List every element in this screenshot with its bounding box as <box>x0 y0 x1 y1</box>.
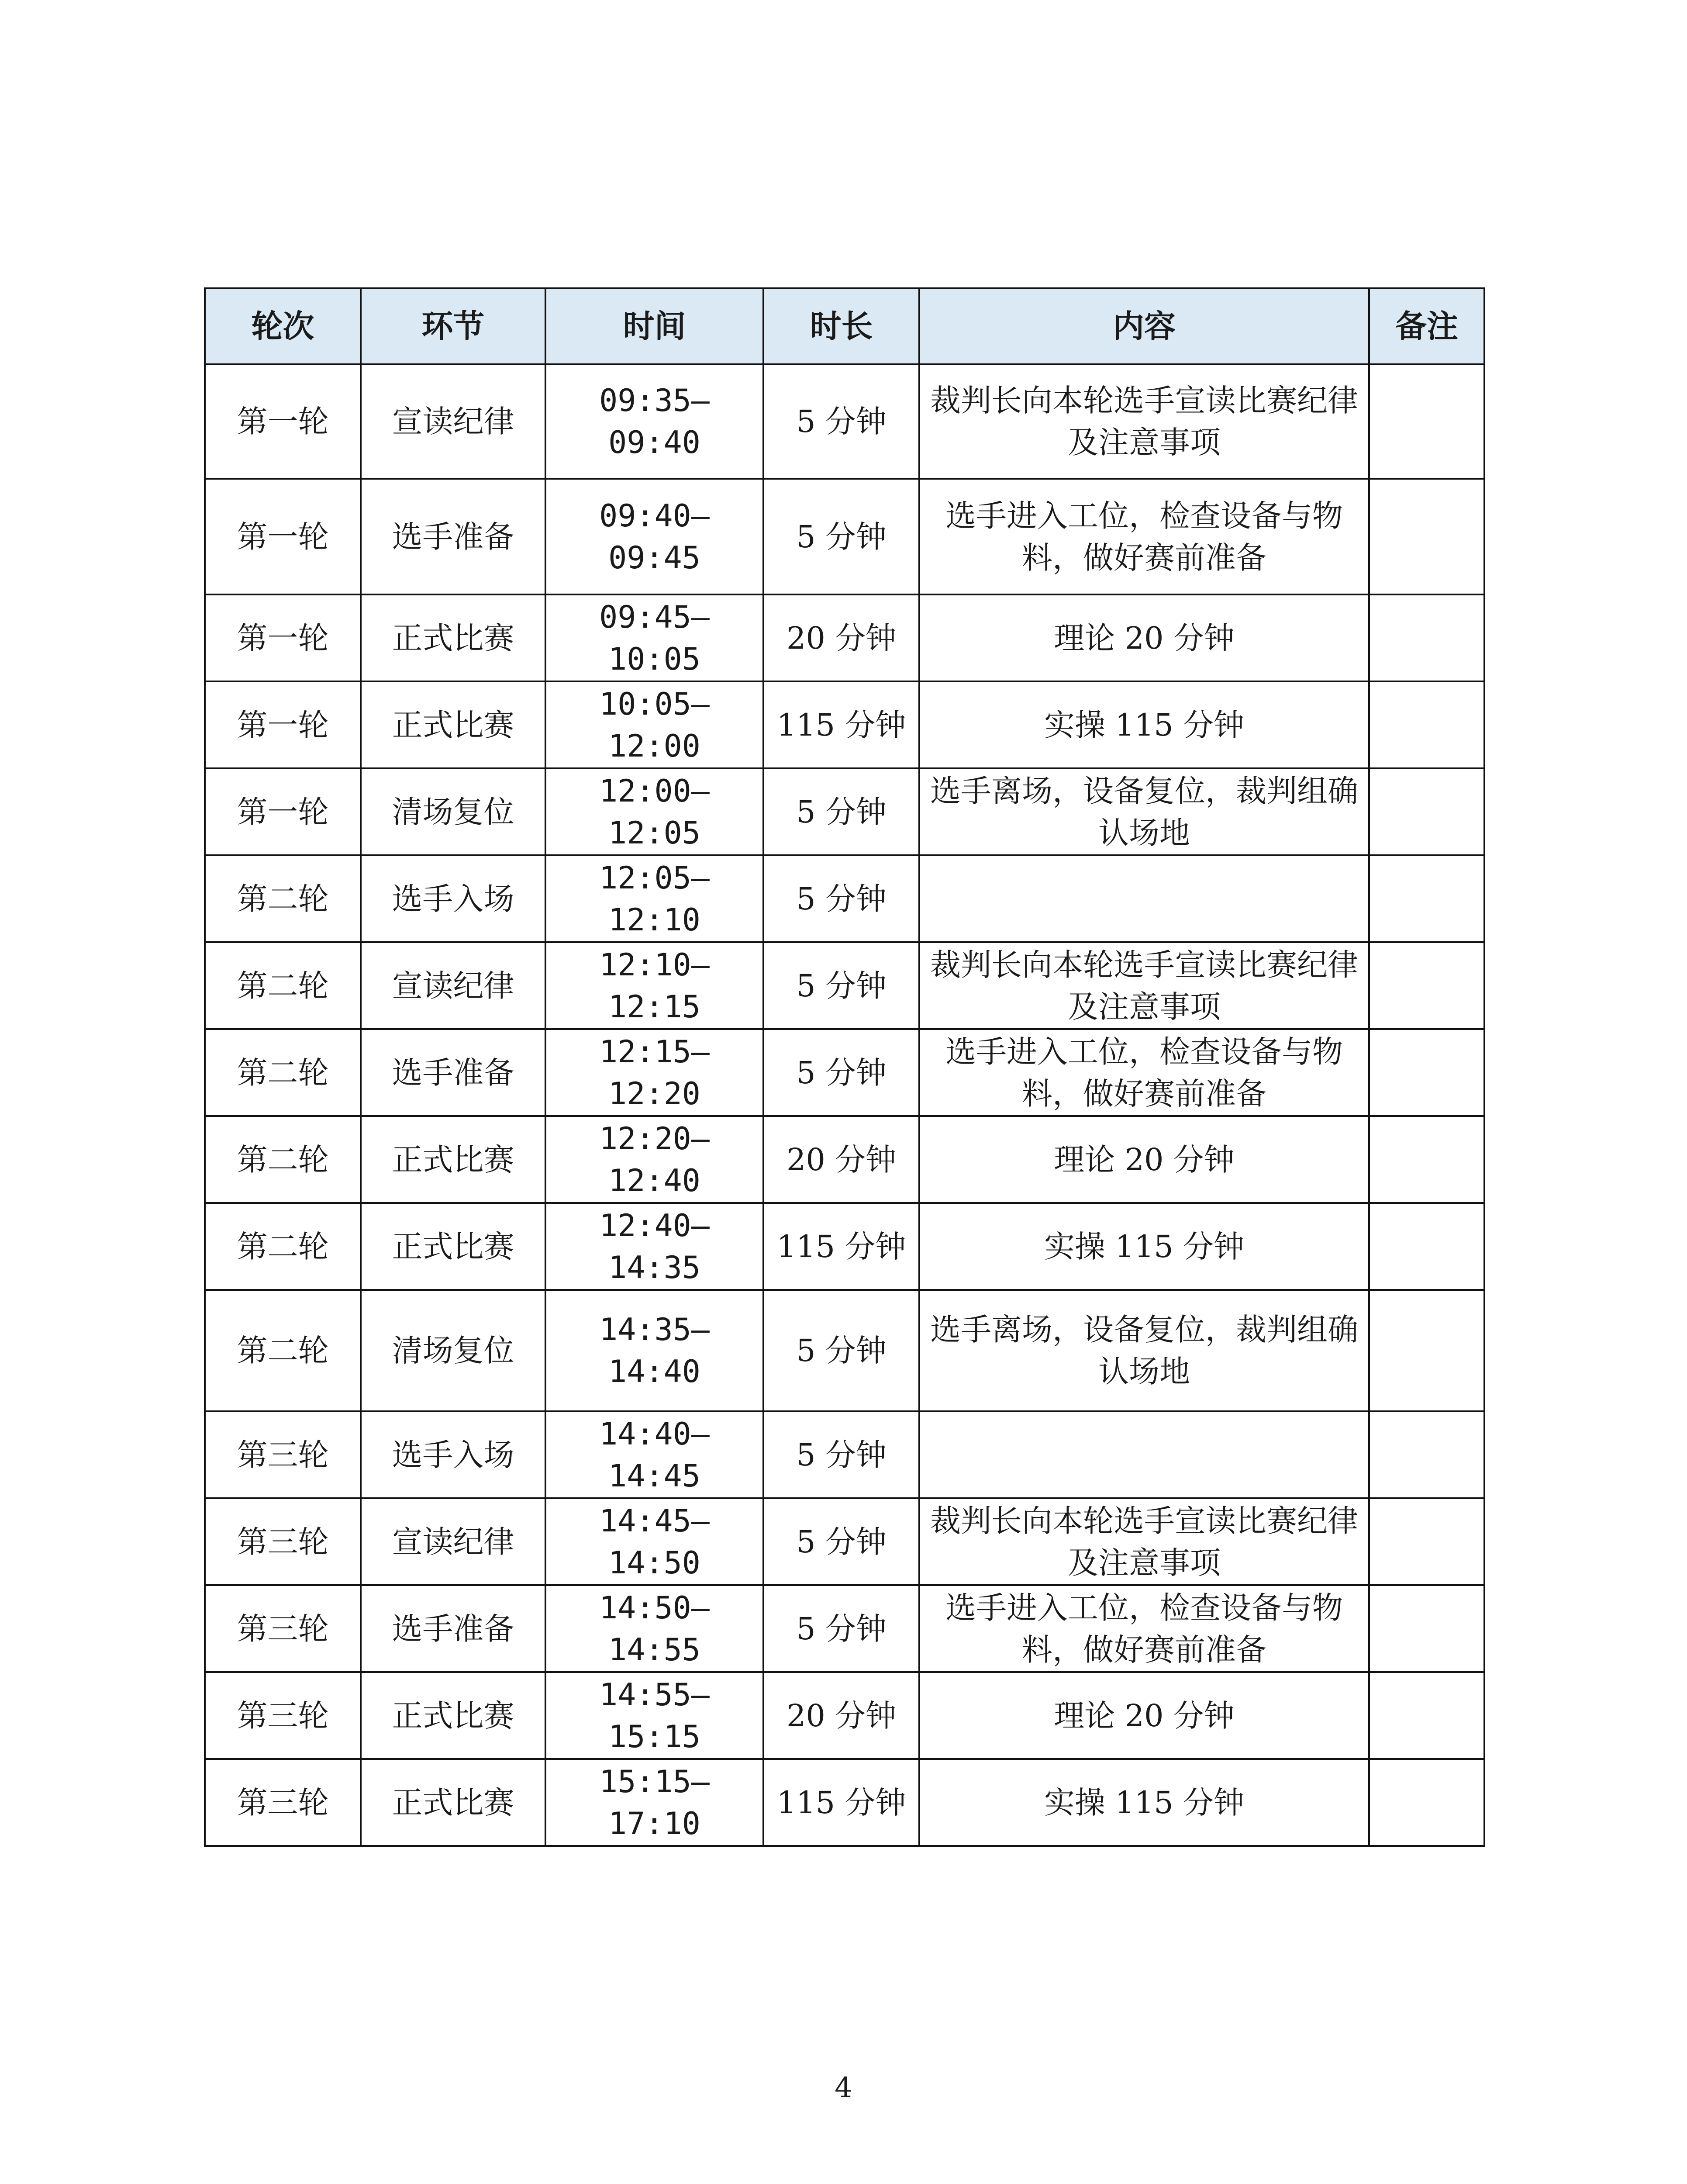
time-cell <box>545 1585 763 1672</box>
note-cell <box>1369 1290 1484 1411</box>
header-content: 内容 <box>919 288 1369 364</box>
time-start: 12:10— <box>599 947 710 983</box>
table-row <box>205 855 1484 942</box>
table-row <box>205 594 1484 681</box>
round-cell: 第二轮 <box>205 942 361 1029</box>
time-start: 09:45— <box>599 599 710 635</box>
round-cell: 第三轮 <box>205 1759 361 1846</box>
stage-cell: 正式比赛 <box>361 1672 545 1759</box>
round-cell: 第一轮 <box>205 681 361 768</box>
header-time: 时间 <box>545 288 763 364</box>
stage-cell: 选手入场 <box>361 1411 545 1498</box>
header-round: 轮次 <box>205 288 361 364</box>
time-cell <box>545 1203 763 1290</box>
time-end: 15:15 <box>608 1718 700 1755</box>
content-cell <box>919 1411 1369 1498</box>
time-cell <box>545 942 763 1029</box>
time-start: 14:45— <box>599 1503 710 1539</box>
time-start: 09:35— <box>599 383 710 418</box>
header-stage: 环节 <box>361 288 545 364</box>
round-cell: 第二轮 <box>205 1029 361 1116</box>
time-start: 12:05— <box>599 860 710 896</box>
round-cell: 第二轮 <box>205 1203 361 1290</box>
table-row <box>205 768 1484 855</box>
time-end: 14:50 <box>608 1545 700 1581</box>
stage-cell: 宣读纪律 <box>361 942 545 1029</box>
note-cell <box>1369 479 1484 594</box>
duration-cell: 115 分钟 <box>763 1203 919 1290</box>
stage-cell: 清场复位 <box>361 1290 545 1411</box>
note-cell <box>1369 942 1484 1029</box>
stage-cell: 正式比赛 <box>361 1116 545 1203</box>
table-row <box>205 479 1484 594</box>
header-duration: 时长 <box>763 288 919 364</box>
round-cell: 第一轮 <box>205 364 361 479</box>
note-cell <box>1369 1672 1484 1759</box>
time-cell <box>545 855 763 942</box>
note-cell <box>1369 364 1484 479</box>
content-cell: 理论 20 分钟 <box>919 1672 1369 1759</box>
time-start: 14:40— <box>599 1416 710 1452</box>
time-end: 17:10 <box>608 1805 700 1842</box>
time-start: 12:00— <box>599 773 710 809</box>
header-row <box>205 288 1484 364</box>
table-row <box>205 1203 1484 1290</box>
time-cell <box>545 768 763 855</box>
duration-cell: 5 分钟 <box>763 479 919 594</box>
time-start: 15:15— <box>599 1763 710 1800</box>
time-start: 10:05— <box>599 686 710 722</box>
content-cell: 选手进入工位，检查设备与物料，做好赛前准备 <box>919 479 1369 594</box>
time-end: 09:45 <box>608 539 700 576</box>
round-cell: 第一轮 <box>205 594 361 681</box>
stage-cell: 正式比赛 <box>361 681 545 768</box>
table-row <box>205 1411 1484 1498</box>
time-start: 14:35— <box>599 1312 710 1348</box>
time-cell <box>545 479 763 594</box>
stage-cell: 选手准备 <box>361 1585 545 1672</box>
round-cell: 第一轮 <box>205 768 361 855</box>
schedule-table <box>204 287 1485 1847</box>
time-end: 12:20 <box>608 1075 700 1112</box>
content-cell <box>919 855 1369 942</box>
time-end: 12:10 <box>608 902 700 938</box>
stage-cell: 宣读纪律 <box>361 1498 545 1585</box>
note-cell <box>1369 1116 1484 1203</box>
content-cell: 裁判长向本轮选手宣读比赛纪律及注意事项 <box>919 364 1369 479</box>
note-cell <box>1369 1203 1484 1290</box>
time-cell <box>545 1759 763 1846</box>
time-cell <box>545 681 763 768</box>
time-start: 09:40— <box>599 498 710 534</box>
content-cell: 选手进入工位，检查设备与物料，做好赛前准备 <box>919 1029 1369 1116</box>
note-cell <box>1369 594 1484 681</box>
duration-cell: 5 分钟 <box>763 1290 919 1411</box>
stage-cell: 正式比赛 <box>361 1759 545 1846</box>
duration-cell: 115 分钟 <box>763 681 919 768</box>
duration-cell: 115 分钟 <box>763 1759 919 1846</box>
time-start: 14:55— <box>599 1676 710 1713</box>
time-end: 10:05 <box>608 641 700 677</box>
content-cell: 实操 115 分钟 <box>919 1759 1369 1846</box>
time-cell <box>545 364 763 479</box>
content-cell: 实操 115 分钟 <box>919 1203 1369 1290</box>
time-cell <box>545 594 763 681</box>
duration-cell: 5 分钟 <box>763 1029 919 1116</box>
table-row <box>205 1116 1484 1203</box>
round-cell: 第一轮 <box>205 479 361 594</box>
table-row <box>205 364 1484 479</box>
round-cell: 第二轮 <box>205 855 361 942</box>
page-number: 4 <box>835 2072 852 2104</box>
round-cell: 第三轮 <box>205 1498 361 1585</box>
round-cell: 第二轮 <box>205 1116 361 1203</box>
time-start: 12:15— <box>599 1033 710 1070</box>
time-start: 12:20— <box>599 1120 710 1157</box>
duration-cell: 5 分钟 <box>763 1411 919 1498</box>
content-cell: 裁判长向本轮选手宣读比赛纪律及注意事项 <box>919 942 1369 1029</box>
stage-cell: 选手准备 <box>361 1029 545 1116</box>
stage-cell: 正式比赛 <box>361 594 545 681</box>
note-cell <box>1369 1759 1484 1846</box>
time-cell <box>545 1290 763 1411</box>
time-end: 12:05 <box>608 815 700 851</box>
duration-cell: 5 分钟 <box>763 768 919 855</box>
time-end: 14:35 <box>608 1249 700 1286</box>
content-cell: 选手离场，设备复位，裁判组确认场地 <box>919 768 1369 855</box>
note-cell <box>1369 1029 1484 1116</box>
time-end: 14:55 <box>608 1631 700 1668</box>
time-end: 14:45 <box>608 1458 700 1494</box>
table-row <box>205 942 1484 1029</box>
round-cell: 第三轮 <box>205 1585 361 1672</box>
duration-cell: 20 分钟 <box>763 1116 919 1203</box>
stage-cell: 选手准备 <box>361 479 545 594</box>
table-row <box>205 681 1484 768</box>
content-cell: 裁判长向本轮选手宣读比赛纪律及注意事项 <box>919 1498 1369 1585</box>
content-cell: 选手离场，设备复位，裁判组确认场地 <box>919 1290 1369 1411</box>
time-start: 14:50— <box>599 1590 710 1626</box>
content-cell: 理论 20 分钟 <box>919 594 1369 681</box>
time-end: 14:40 <box>608 1354 700 1389</box>
time-end: 12:15 <box>608 988 700 1025</box>
duration-cell: 20 分钟 <box>763 1672 919 1759</box>
round-cell: 第二轮 <box>205 1290 361 1411</box>
table-row <box>205 1672 1484 1759</box>
note-cell <box>1369 1585 1484 1672</box>
duration-cell: 5 分钟 <box>763 1585 919 1672</box>
table-body <box>205 364 1484 1846</box>
duration-cell: 5 分钟 <box>763 364 919 479</box>
stage-cell: 正式比赛 <box>361 1203 545 1290</box>
time-cell <box>545 1672 763 1759</box>
content-cell: 实操 115 分钟 <box>919 681 1369 768</box>
duration-cell: 5 分钟 <box>763 855 919 942</box>
table-row <box>205 1290 1484 1411</box>
note-cell <box>1369 1498 1484 1585</box>
table-row <box>205 1759 1484 1846</box>
header-note: 备注 <box>1369 288 1484 364</box>
table-header <box>205 288 1484 364</box>
duration-cell: 5 分钟 <box>763 942 919 1029</box>
time-cell <box>545 1029 763 1116</box>
note-cell <box>1369 768 1484 855</box>
duration-cell: 20 分钟 <box>763 594 919 681</box>
table-row <box>205 1029 1484 1116</box>
round-cell: 第三轮 <box>205 1411 361 1498</box>
round-cell: 第三轮 <box>205 1672 361 1759</box>
note-cell <box>1369 681 1484 768</box>
time-end: 12:00 <box>608 728 700 764</box>
stage-cell: 宣读纪律 <box>361 364 545 479</box>
time-cell <box>545 1498 763 1585</box>
time-cell <box>545 1116 763 1203</box>
table-row <box>205 1498 1484 1585</box>
note-cell <box>1369 1411 1484 1498</box>
time-end: 12:40 <box>608 1162 700 1199</box>
note-cell <box>1369 855 1484 942</box>
duration-cell: 5 分钟 <box>763 1498 919 1585</box>
time-end: 09:40 <box>608 425 700 460</box>
content-cell: 选手进入工位，检查设备与物料，做好赛前准备 <box>919 1585 1369 1672</box>
stage-cell: 选手入场 <box>361 855 545 942</box>
content-cell: 理论 20 分钟 <box>919 1116 1369 1203</box>
time-cell <box>545 1411 763 1498</box>
time-start: 12:40— <box>599 1207 710 1244</box>
stage-cell: 清场复位 <box>361 768 545 855</box>
table-row <box>205 1585 1484 1672</box>
